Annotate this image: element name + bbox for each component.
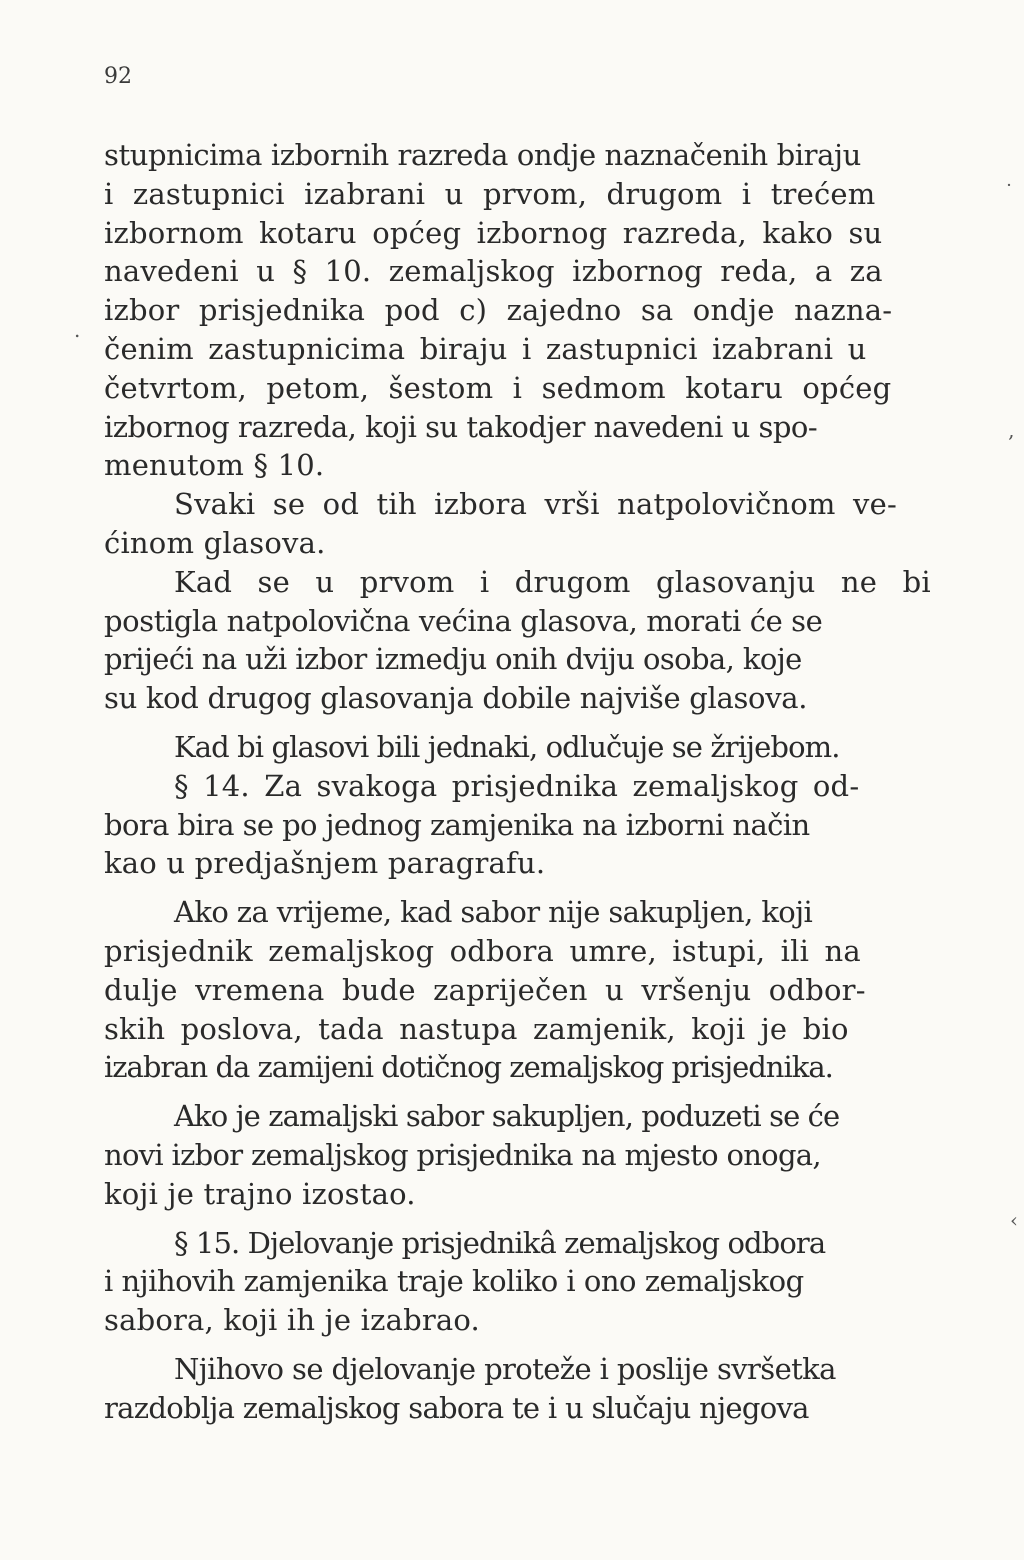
paragraph-gap <box>104 718 936 728</box>
text-line: navedeni u § 10. zemaljskog izbornog reda, a za <box>104 254 883 289</box>
text-line: kao u predjašnjem paragrafu. <box>104 846 546 881</box>
text-line: § 14. Za svakoga prisjednika zemaljskog od- <box>174 768 860 803</box>
text-line: menutom § 10. <box>104 448 325 483</box>
text-line: Njihovo se djelovanje proteže i poslije svršetka <box>174 1351 836 1386</box>
paragraph-gap <box>104 1340 936 1350</box>
text-line: skih poslova, tada nastupa zamjenik, koji je bio <box>104 1011 849 1046</box>
text-line: dulje vremena bude zapriječen u vršenju odbor- <box>104 972 866 1007</box>
margin-mark: ˙ <box>1004 180 1014 204</box>
text-line: Svaki se od tih izbora vrši natpolovičnom ve- <box>174 487 897 522</box>
text-line: Ako je zamaljski sabor sakupljen, poduzeti se će <box>174 1099 840 1134</box>
text-line: prijeći na uži izbor izmedju onih dviju osoba, koje <box>104 642 802 677</box>
text-line: izbor prisjednika pod c) zajedno sa ondje nazna- <box>104 293 893 328</box>
margin-mark: ‚ <box>1008 418 1015 442</box>
text-line: sabora, koji ih je izabrao. <box>104 1303 480 1338</box>
text-line: izabran da zamijeni dotičnog zemaljskog prisjednika. <box>104 1050 833 1085</box>
paragraph-gap <box>104 883 936 893</box>
margin-mark: ‹ <box>1010 1208 1018 1232</box>
text-line: Kad bi glasovi bili jednaki, odlučuje se žrijebom. <box>174 729 840 764</box>
text-line: Ako za vrijeme, kad sabor nije sakupljen, koji <box>174 895 813 930</box>
text-line: koji je trajno izostao. <box>104 1176 416 1211</box>
paragraph-gap <box>104 1214 936 1224</box>
text-line: ćinom glasova. <box>104 525 326 560</box>
text-line: i njihovih zamjenika traje koliko i ono zemaljskog <box>104 1264 804 1299</box>
text-line: izbornom kotaru općeg izbornog razreda, kako su <box>104 215 883 250</box>
text-line: postigla natpolovična većina glasova, morati će se <box>104 603 823 638</box>
paragraph-gap <box>104 1087 936 1097</box>
text-line: novi izbor zemaljskog prisjednika na mjesto onoga, <box>104 1137 821 1172</box>
body-text <box>104 136 936 1428</box>
margin-mark: . <box>74 318 81 342</box>
text-line: čenim zastupnicima biraju i zastupnici izabrani u <box>104 331 867 366</box>
text-line: su kod drugog glasovanja dobile najviše glasova. <box>104 681 808 716</box>
text-line: i zastupnici izabrani u prvom, drugom i trećem <box>104 176 876 211</box>
text-line: razdoblja zemaljskog sabora te i u slučaju njegova <box>104 1390 809 1425</box>
page-number: 92 <box>104 64 132 89</box>
text-line: § 15. Djelovanje prisjednikâ zemaljskog odbora <box>174 1225 826 1260</box>
text-line: izbornog razreda, koji su takodjer navedeni u spo- <box>104 409 818 444</box>
text-line: bora bira se po jednog zamjenika na izborni način <box>104 807 810 842</box>
text-line: stupnicima izbornih razreda ondje naznačenih biraju <box>104 138 861 172</box>
text-line: prisjednik zemaljskog odbora umre, istupi, ili na <box>104 933 861 968</box>
text-line: Kad se u prvom i drugom glasovanju ne bi <box>174 564 931 599</box>
text-line: četvrtom, petom, šestom i sedmom kotaru općeg <box>104 370 892 405</box>
